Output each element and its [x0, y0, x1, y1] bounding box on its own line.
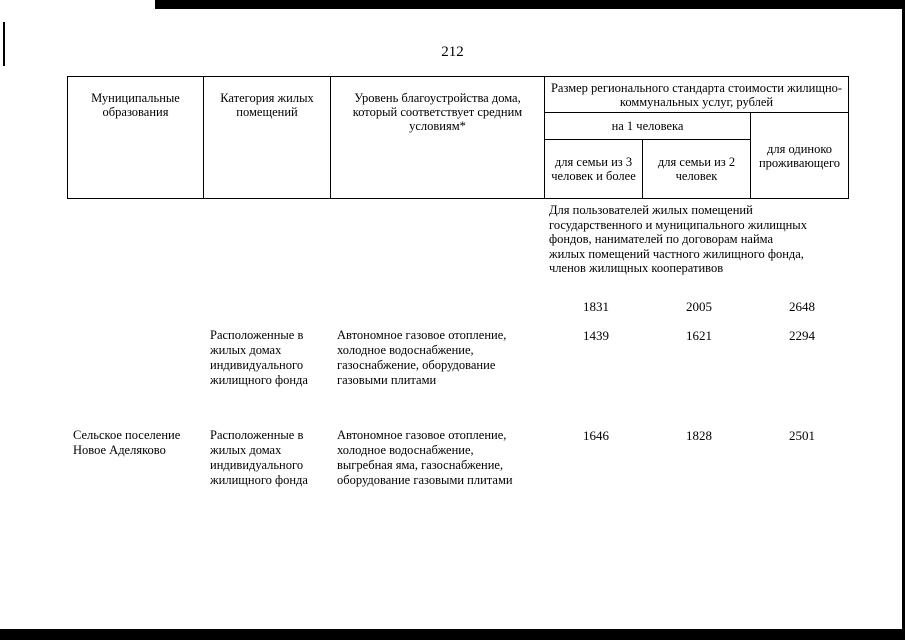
- row3-family2: 1828: [686, 428, 712, 443]
- header-amenity-level: Уровень благоустройства дома, который соответствует средним условиям*: [331, 77, 545, 199]
- row3-amenity: Автономное газовое отопление, холодное водоснабжение, выгребная яма, газоснабжение, оборудование газовыми плитами: [337, 428, 513, 487]
- row3-single: 2501: [789, 428, 815, 443]
- bottom-border-bar: [0, 629, 905, 640]
- row1-family2: 2005: [686, 299, 712, 314]
- row3-category: Расположенные в жилых домах индивидуального жилищного фонда: [210, 428, 308, 487]
- header-category: Категория жилых помещений: [204, 77, 331, 199]
- row3-family3: 1646: [583, 428, 609, 443]
- row2-single: 2294: [789, 328, 815, 343]
- page-number: 212: [441, 44, 464, 60]
- header-municipality: Муниципальные образования: [68, 77, 204, 199]
- section-note: Для пользователей жилых помещений государственного и муниципального жилищных фондов, нанимателей по договорам найма жилых помещений частного жилищного фонда, членов жилищных кооперативов: [549, 203, 807, 275]
- row3-municipality: Сельское поселение Новое Аделяково: [73, 428, 181, 457]
- header-per-person: на 1 человека: [545, 113, 751, 140]
- table-header: [67, 76, 849, 199]
- header-family2: для семьи из 2 человек: [643, 140, 751, 199]
- header-family3: для семьи из 3 человек и более: [545, 140, 643, 199]
- row2-family2: 1621: [686, 328, 712, 343]
- row2-family3: 1439: [583, 328, 609, 343]
- top-border-bar: [155, 0, 905, 9]
- row1-family3: 1831: [583, 299, 609, 314]
- row1-single: 2648: [789, 299, 815, 314]
- header-standard: Размер регионального стандарта стоимости жилищно-коммунальных услуг, рублей: [545, 77, 849, 113]
- row2-category: Расположенные в жилых домах индивидуального жилищного фонда: [210, 328, 308, 387]
- header-single: для одиноко проживающего: [751, 113, 849, 199]
- row2-amenity: Автономное газовое отопление, холодное водоснабжение, газоснабжение, оборудование газовыми плитами: [337, 328, 507, 387]
